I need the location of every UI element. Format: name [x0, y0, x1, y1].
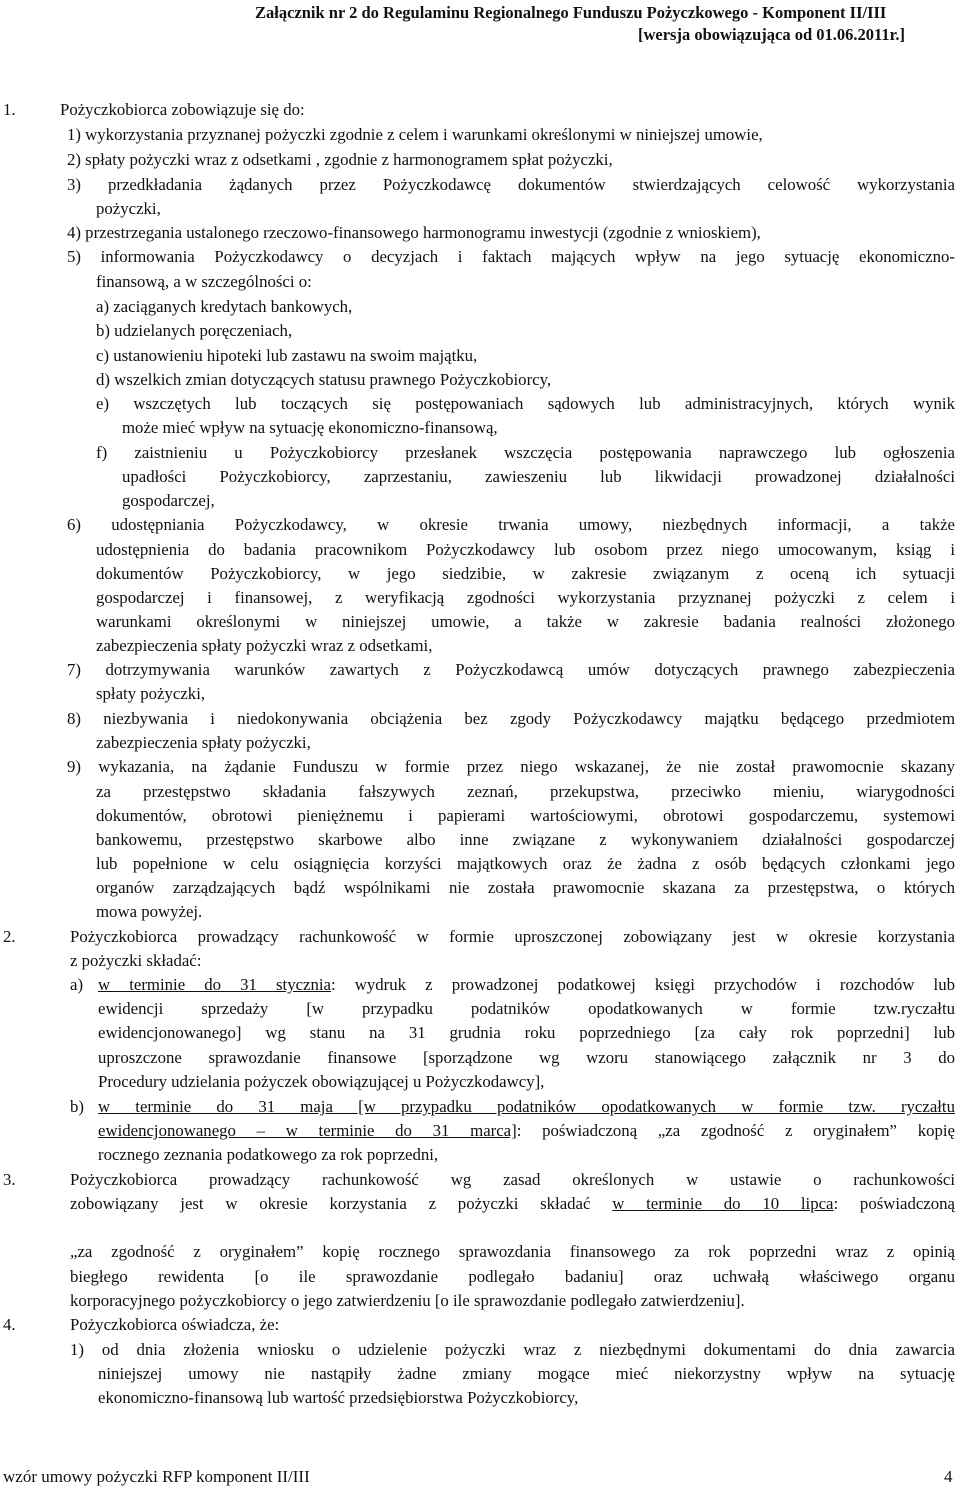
section-3-cont-l2: biegłego rewidenta [o ile sprawozdanie podlegało badaniu] oraz uchwałą właściwego organu [70, 1267, 955, 1286]
s1-item-5e-cont: może mieć wpływ na sytuację ekonomiczno-finansową, [122, 418, 498, 437]
s2-item-a-l2: ewidencji sprzedaży [w przypadku podatników opodatkowanych w formie tzw.ryczałtu [98, 999, 955, 1018]
s1-item-6-l6: zabezpieczenia spłaty pożyczki wraz z odsetkami, [96, 636, 433, 655]
s1-item-9-l3: dokumentów, obrotowi pieniężnemu i papierami wartościowymi, obrotowi gospodarczemu, systemowi [96, 806, 955, 825]
section-3-cont-l3: korporacyjnego pożyczkobiorcy o jego zatwierdzeniu [o ile sprawozdanie podlegało zatwierdzeniu]. [70, 1291, 745, 1310]
s4-item-1-l3: ekonomiczno-finansową lub wartość przedsiębiorstwa Pożyczkobiorcy, [98, 1388, 579, 1407]
s2-item-b-label: b) [70, 1097, 84, 1116]
page-header-version: [wersja obowiązująca od 01.06.2011r.] [638, 25, 906, 44]
s1-item-9-l5: lub popełnione w celu osiągnięcia korzyści majątkowych oraz że żadna z osób będących członkami jego [96, 854, 955, 873]
s4-item-1-l2: niniejszej umowy nie nastąpiły żadne zmiany mogące mieć niekorzystny wpływ na sytuację [98, 1364, 955, 1383]
section-number-1: 1. [3, 100, 16, 119]
section-1-intro: Pożyczkobiorca zobowiązuje się do: [60, 100, 305, 119]
section-3-cont-l1: „za zgodność z oryginałem” kopię rocznego sprawozdania finansowego za rok poprzedni wraz z opinią [70, 1242, 955, 1261]
s1-item-8-cont: zabezpieczenia spłaty pożyczki, [96, 733, 311, 752]
s1-item-5: 5) informowania Pożyczkodawcy o decyzjach i faktach mających wpływ na jego sytuację ekonomiczno- [67, 247, 955, 266]
s1-item-5f-end: gospodarczej, [122, 491, 215, 510]
s2-item-b-l2: ewidencjonowanego – w terminie do 31 marca]: poświadczoną „za zgodność z oryginałem” kopię [98, 1121, 955, 1140]
s1-item-6-l4: gospodarczej i finansowej, z weryfikacją zgodności wykorzystania przyznanej pożyczki z celem i [96, 588, 955, 607]
s2-item-a-l4: uproszczone sprawozdanie finansowe [sporządzone wg wzoru stanowiącego załącznik nr 3 do [98, 1048, 955, 1067]
s1-item-4: 4) przestrzegania ustalonego rzeczowo-finansowego harmonogramu inwestycji (zgodnie z wnioskiem), [67, 223, 761, 242]
section-3-text-l2: zobowiązany jest w okresie korzystania z pożyczki składać w terminie do 10 lipca: poświadczoną [70, 1194, 955, 1213]
s1-item-5f-cont: upadłości Pożyczkobiorcy, zaprzestaniu, zawieszeniu lub likwidacji prowadzonej działalności [122, 467, 955, 486]
section-number-3: 3. [3, 1170, 16, 1189]
s1-item-7-cont: spłaty pożyczki, [96, 684, 206, 703]
s1-item-5-cont: finansową, a w szczególności o: [96, 272, 312, 291]
s1-item-5d: d) wszelkich zmian dotyczących statusu prawnego Pożyczkobiorcy, [96, 370, 552, 389]
page-header-title: Załącznik nr 2 do Regulaminu Regionalnego Funduszu Pożyczkowego - Komponent II/III [255, 3, 887, 22]
section-2-text: Pożyczkobiorca prowadzący rachunkowość w formie uproszczonej zobowiązany jest w okresie korzystania [70, 927, 955, 946]
s1-item-9-l7: mowa powyżej. [96, 902, 203, 921]
s2-item-b-deadline: ewidencjonowanego – w terminie do 31 marca] [98, 1121, 517, 1140]
s2-item-b: w terminie do 31 maja [w przypadku podatników opodatkowanych w formie tzw. ryczałtu [98, 1097, 955, 1116]
section-number-4: 4. [3, 1315, 16, 1334]
s1-item-5e: e) wszczętych lub toczących się postępowaniach sądowych lub administracyjnych, których wynik [96, 394, 955, 413]
s1-item-3: 3) przedkładania żądanych przez Pożyczkodawcę dokumentów stwierdzających celowość wykorzystania [67, 175, 955, 194]
page-footer-title: wzór umowy pożyczki RFP komponent II/III [3, 1467, 310, 1486]
s2-item-a-l3: ewidencjonowanego] wg stanu na 31 grudnia roku poprzedniego [za cały rok poprzedni] lub [98, 1023, 955, 1042]
s1-item-5b: b) udzielanych poręczeniach, [96, 321, 293, 340]
s1-item-5f: f) zaistnieniu u Pożyczkobiorcy przesłanek wszczęcia postępowania naprawczego lub ogłoszenia [96, 443, 955, 462]
s1-item-6-l3: dokumentów Pożyczkobiorcy, w jego siedzibie, w zakresie związanym z oceną ich sytuacji [96, 564, 955, 583]
s1-item-6-l2: udostępnienia do badania pracownikom Pożyczkodawcy lub osobom przez niego umocowanym, ksiąg i [96, 540, 955, 559]
s1-item-5a: a) zaciąganych kredytach bankowych, [96, 297, 353, 316]
section-2-text-cont: z pożyczki składać: [70, 951, 202, 970]
section-number-2: 2. [3, 927, 16, 946]
s1-item-5c: c) ustanowieniu hipoteki lub zastawu na swoim majątku, [96, 346, 478, 365]
s1-item-9-l4: bankowemu, przestępstwo skarbowe albo inne związane z wykonywaniem działalności gospodarczej [96, 830, 955, 849]
s4-item-1: 1) od dnia złożenia wniosku o udzielenie pożyczki wraz z niezbędnymi dokumentami do dnia zawarcia [70, 1340, 955, 1359]
s2-item-a: w terminie do 31 stycznia: wydruk z prowadzonej podatkowej księgi przychodów i rozchodów lub [98, 975, 955, 994]
section-3-text: Pożyczkobiorca prowadzący rachunkowość wg zasad określonych w ustawie o rachunkowości [70, 1170, 955, 1189]
s2-item-a-deadline: w terminie do 31 stycznia [98, 975, 331, 994]
s1-item-9: 9) wykazania, na żądanie Funduszu w formie przez niego wskazanej, że nie został prawomocnie skazany [67, 757, 955, 776]
s2-item-a-l5: Procedury udzielania pożyczek obowiązującej u Pożyczkodawcy], [98, 1072, 545, 1091]
s1-item-9-l6: organów zarządzających bądź wspólnikami nie została prawomocnie skazana za przestępstwa, o których [96, 878, 955, 897]
s1-item-6-l5: warunkami określonymi w niniejszej umowie, a także w zakresie badania realności złożonego [96, 612, 955, 631]
s1-item-2: 2) spłaty pożyczki wraz z odsetkami , zgodnie z harmonogramem spłat pożyczki, [67, 150, 613, 169]
s2-item-a-label: a) [70, 975, 84, 994]
s3-deadline: w terminie do 10 lipca [612, 1194, 834, 1213]
s1-item-3-cont: pożyczki, [96, 199, 161, 218]
s1-item-8: 8) niezbywania i niedokonywania obciążenia bez zgody Pożyczkodawcy majątku będącego przedmiotem [67, 709, 955, 728]
s1-item-9-l2: za przestępstwo składania fałszywych zeznań, przekupstwa, przeciwko mieniu, wiarygodności [96, 782, 955, 801]
s2-item-b-l3: rocznego zeznania podatkowego za rok poprzedni, [98, 1145, 439, 1164]
section-4-intro: Pożyczkobiorca oświadcza, że: [70, 1315, 280, 1334]
s1-item-7: 7) dotrzymywania warunków zawartych z Pożyczkodawcą umów dotyczących prawnego zabezpieczenia [67, 660, 955, 679]
s1-item-6: 6) udostępniania Pożyczkodawcy, w okresie trwania umowy, niezbędnych informacji, a także [67, 515, 955, 534]
page-number: 4 [944, 1467, 953, 1486]
s1-item-1: 1) wykorzystania przyznanej pożyczki zgodnie z celem i warunkami określonymi w niniejszej umowie, [67, 125, 763, 144]
